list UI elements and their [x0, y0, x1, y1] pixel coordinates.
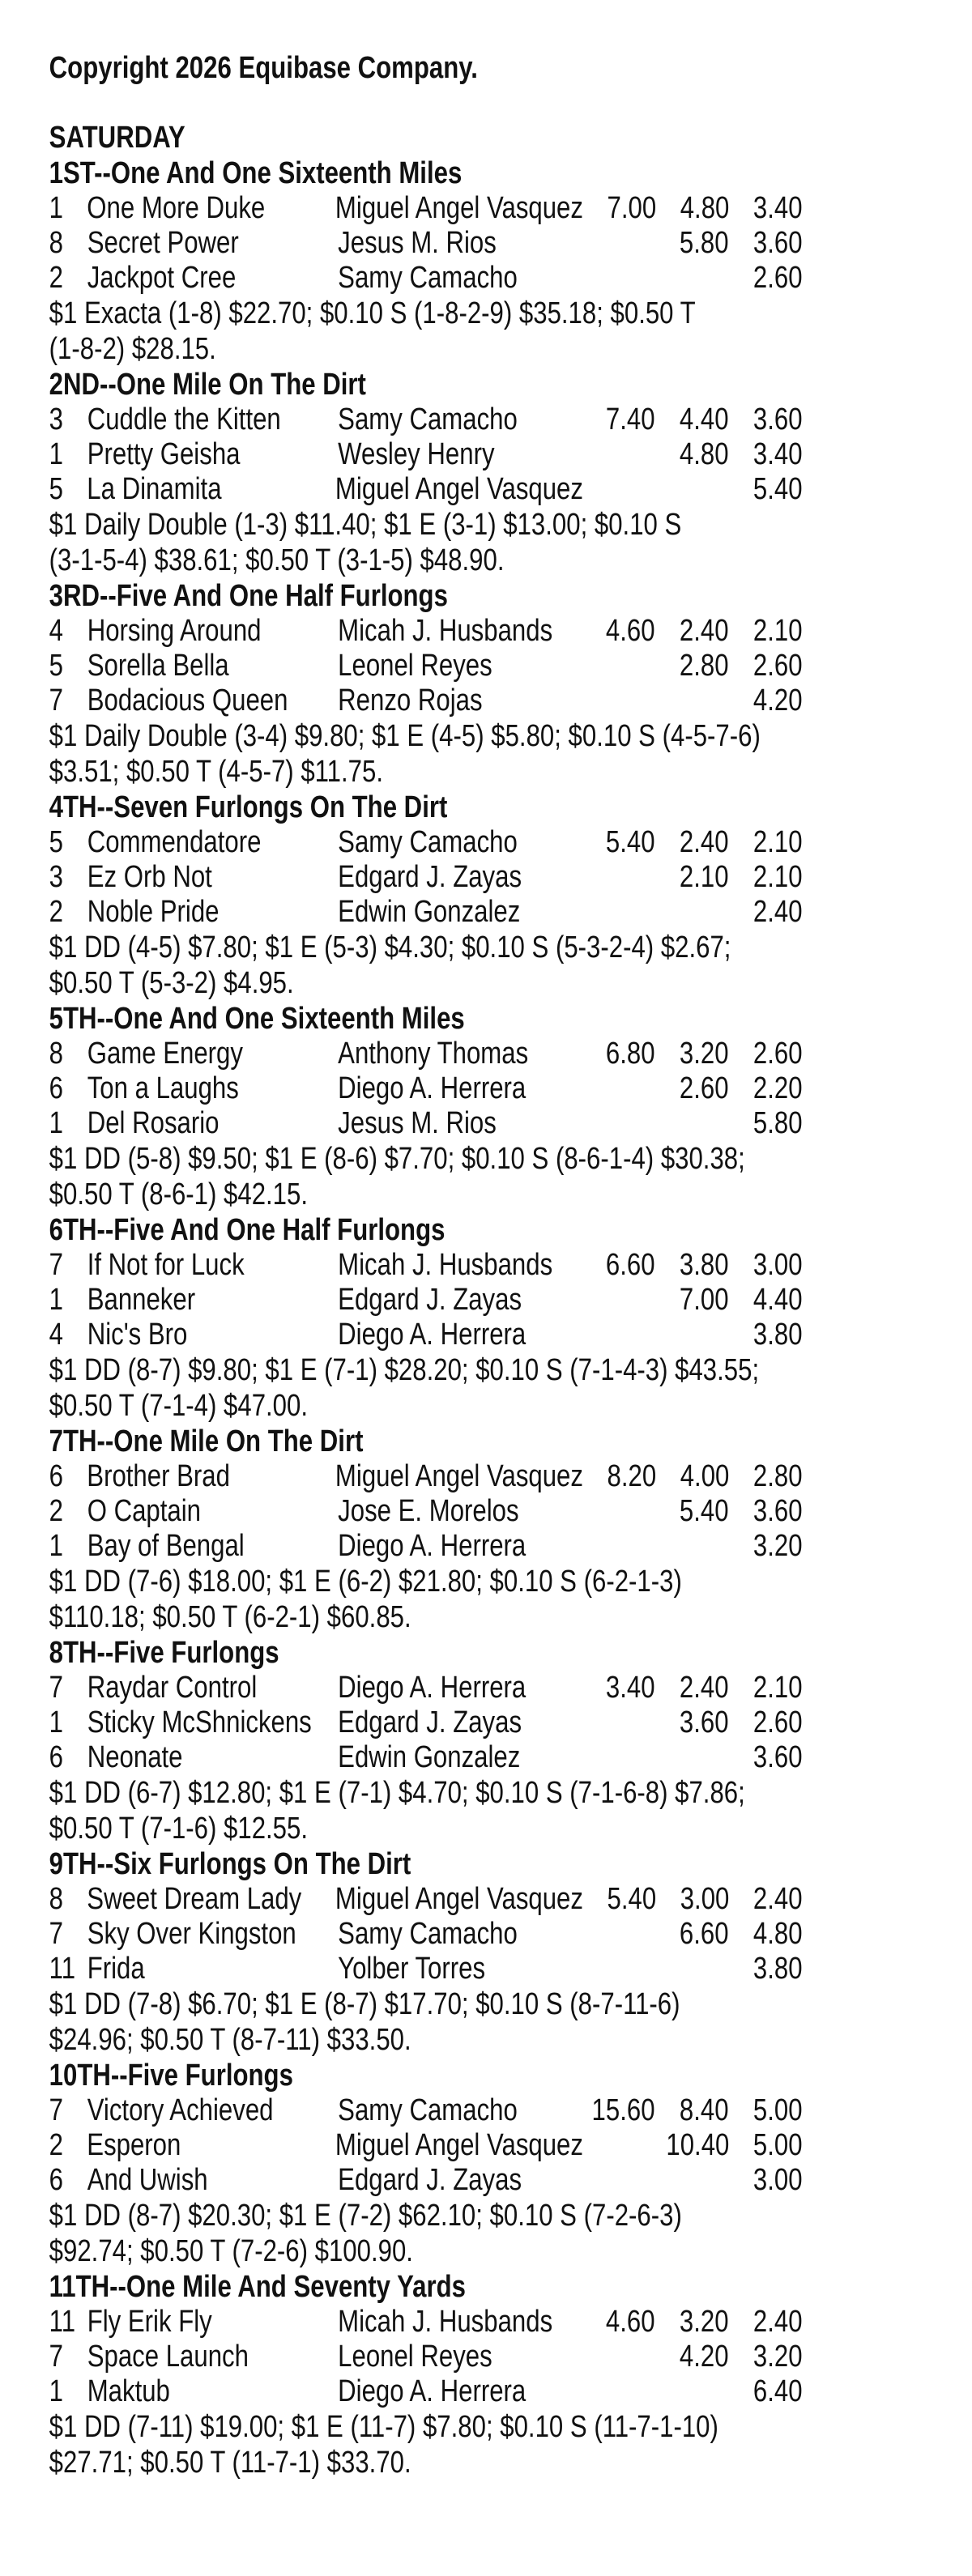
- place-payout: 4.80: [679, 437, 729, 471]
- jockey-name: Miguel Angel Vasquez: [335, 1882, 583, 1916]
- horse-name: Horsing Around: [87, 614, 262, 648]
- jockey-name: Micah J. Husbands: [338, 2305, 553, 2339]
- horse-name: Raydar Control: [87, 1671, 258, 1705]
- race-title: 4TH--Seven Furlongs On The Dirt: [49, 790, 448, 824]
- show-payout: 2.80: [752, 1459, 803, 1493]
- horse-name: Sticky McShnickens: [87, 1705, 312, 1739]
- show-payout: 2.10: [752, 825, 803, 859]
- win-payout: [582, 261, 655, 296]
- place-payout: 2.40: [679, 614, 729, 648]
- horse-name: Jackpot Cree: [87, 261, 237, 295]
- result-row: [49, 1740, 803, 1775]
- jockey-name: Edwin Gonzalez: [338, 1740, 521, 1774]
- place-payout: [655, 683, 729, 718]
- place-payout: [655, 1952, 729, 1986]
- jockey-name: Renzo Rojas: [338, 683, 483, 717]
- jockey-name: Leonel Reyes: [338, 649, 492, 683]
- win-payout: [583, 2128, 656, 2163]
- jockey-name: Diego A. Herrera: [338, 2374, 526, 2408]
- jockey-name: Edgard J. Zayas: [338, 860, 522, 894]
- jockey-name: Jesus M. Rios: [338, 226, 497, 260]
- place-payout: 2.80: [679, 649, 729, 683]
- place-payout: [656, 472, 729, 507]
- result-row: [49, 402, 803, 437]
- race-title: 2ND--One Mile On The Dirt: [49, 368, 366, 402]
- exotic-payouts-line: $1 DD (8-7) $9.80; $1 E (7-1) $28.20; $0.10 S (7-1-4-3) $43.55;: [49, 1353, 760, 1387]
- exotic-payouts-line: $1 DD (6-7) $12.80; $1 E (7-1) $4.70; $0.10 S (7-1-6-8) $7.86;: [49, 1776, 745, 1810]
- post-position: 8: [49, 1037, 64, 1071]
- jockey-name: Edgard J. Zayas: [338, 2163, 522, 2197]
- horse-name: Del Rosario: [87, 1106, 220, 1140]
- race-title: 10TH--Five Furlongs: [49, 2059, 293, 2093]
- show-payout: 3.40: [752, 437, 803, 471]
- post-position: 4: [49, 614, 64, 648]
- horse-name: And Uwish: [87, 2163, 208, 2197]
- race-block: [49, 1635, 803, 1846]
- show-payout: 5.00: [752, 2093, 803, 2127]
- show-payout: 5.40: [752, 472, 803, 506]
- win-payout: [583, 472, 656, 507]
- show-payout: 3.00: [752, 1248, 803, 1282]
- horse-name: Cuddle the Kitten: [87, 402, 281, 436]
- exotic-payouts-line: $1 DD (7-11) $19.00; $1 E (11-7) $7.80; $0.10 S (11-7-1-10): [49, 2410, 718, 2444]
- show-payout: 4.80: [752, 1917, 803, 1951]
- exotic-payouts-line: $1 DD (7-8) $6.70; $1 E (8-7) $17.70; $0.10 S (8-7-11-6): [49, 1987, 680, 2021]
- result-row: [49, 1671, 803, 1705]
- win-payout: 4.60: [605, 614, 655, 648]
- result-row: [49, 1248, 803, 1283]
- show-payout: 2.40: [752, 895, 803, 929]
- place-payout: 3.20: [679, 1037, 729, 1071]
- result-row: [49, 649, 803, 683]
- win-payout: [582, 895, 655, 930]
- result-row: [49, 825, 803, 860]
- win-payout: [582, 649, 655, 683]
- place-payout: [655, 1106, 729, 1141]
- jockey-name: Edgard J. Zayas: [338, 1283, 522, 1317]
- jockey-name: Samy Camacho: [338, 402, 518, 436]
- post-position: 1: [49, 1283, 64, 1317]
- exotic-payouts-line: $1 Daily Double (3-4) $9.80; $1 E (4-5) $5.80; $0.10 S (4-5-7-6): [49, 719, 761, 753]
- post-position: 1: [49, 1705, 64, 1739]
- place-payout: 4.20: [679, 2340, 729, 2374]
- show-payout: 2.60: [752, 1037, 803, 1071]
- exotic-payouts-line: $1 Daily Double (1-3) $11.40; $1 E (3-1) $13.00; $0.10 S: [49, 508, 682, 542]
- result-row: [49, 1529, 803, 1564]
- result-row: [49, 683, 803, 718]
- post-position: 3: [49, 860, 64, 894]
- show-payout: 2.60: [752, 649, 803, 683]
- result-row: [49, 2128, 803, 2163]
- post-position: 2: [49, 2128, 64, 2162]
- exotic-payouts-line: $1 DD (7-6) $18.00; $1 E (6-2) $21.80; $0.10 S (6-2-1-3): [49, 1565, 682, 1599]
- show-payout: 2.10: [752, 860, 803, 894]
- post-position: 5: [49, 649, 64, 683]
- race-block: [49, 578, 803, 790]
- place-payout: 5.40: [679, 1494, 729, 1528]
- result-row: [49, 2305, 803, 2340]
- show-payout: 2.60: [752, 261, 803, 295]
- place-payout: 3.20: [679, 2305, 729, 2339]
- post-position: 7: [49, 2340, 64, 2374]
- result-row: [49, 2340, 803, 2374]
- horse-name: Banneker: [87, 1283, 196, 1317]
- win-payout: [582, 1705, 655, 1740]
- horse-name: If Not for Luck: [87, 1248, 245, 1282]
- place-payout: 5.80: [679, 226, 729, 260]
- result-row: [49, 1318, 803, 1352]
- post-position: 6: [49, 1459, 64, 1493]
- show-payout: 2.10: [752, 614, 803, 648]
- show-payout: 3.20: [752, 1529, 803, 1563]
- race-block: [49, 1846, 803, 2058]
- horse-name: Fly Erik Fly: [87, 2305, 212, 2339]
- result-row: [49, 1882, 803, 1917]
- show-payout: 3.60: [752, 402, 803, 436]
- win-payout: 7.00: [607, 191, 657, 225]
- horse-name: Esperon: [87, 2128, 181, 2162]
- result-row: [49, 191, 803, 226]
- exotic-payouts-line: $1 DD (5-8) $9.50; $1 E (8-6) $7.70; $0.10 S (8-6-1-4) $30.38;: [49, 1142, 745, 1176]
- result-row: [49, 226, 803, 261]
- horse-name: Bay of Bengal: [87, 1529, 245, 1563]
- horse-name: Sorella Bella: [87, 649, 229, 683]
- result-row: [49, 860, 803, 895]
- post-position: 1: [49, 2374, 64, 2408]
- show-payout: 6.40: [752, 2374, 803, 2408]
- horse-name: Ton a Laughs: [87, 1071, 239, 1105]
- place-payout: 3.60: [679, 1705, 729, 1739]
- exotic-payouts-line: (1-8-2) $28.15.: [49, 332, 216, 366]
- jockey-name: Edwin Gonzalez: [338, 895, 521, 929]
- win-payout: 6.80: [605, 1037, 655, 1071]
- exotic-payouts-line: $3.51; $0.50 T (4-5-7) $11.75.: [49, 755, 383, 789]
- win-payout: [582, 1952, 655, 1986]
- win-payout: [582, 2340, 655, 2374]
- exotic-payouts-line: $1 DD (4-5) $7.80; $1 E (5-3) $4.30; $0.10 S (5-3-2-4) $2.67;: [49, 930, 731, 964]
- place-payout: 2.60: [679, 1071, 729, 1105]
- result-row: [49, 437, 803, 472]
- horse-name: Frida: [87, 1952, 145, 1986]
- show-payout: 2.40: [752, 1882, 803, 1916]
- win-payout: 6.60: [605, 1248, 655, 1282]
- result-row: [49, 1106, 803, 1141]
- win-payout: 5.40: [605, 825, 655, 859]
- race-title: 5TH--One And One Sixteenth Miles: [49, 1002, 465, 1036]
- post-position: 6: [49, 1740, 64, 1774]
- place-payout: [655, 895, 729, 930]
- result-row: [49, 2093, 803, 2128]
- race-title: 1ST--One And One Sixteenth Miles: [49, 156, 463, 190]
- horse-name: One More Duke: [87, 191, 266, 225]
- horse-name: La Dinamita: [87, 472, 222, 506]
- post-position: 5: [49, 472, 64, 506]
- race-block: [49, 1001, 803, 1212]
- show-payout: 3.60: [752, 226, 803, 260]
- exotic-payouts-line: $110.18; $0.50 T (6-2-1) $60.85.: [49, 1600, 411, 1634]
- jockey-name: Jose E. Morelos: [338, 1494, 519, 1528]
- jockey-name: Diego A. Herrera: [338, 1071, 526, 1105]
- show-payout: 3.80: [752, 1952, 803, 1986]
- post-position: 8: [49, 226, 64, 260]
- place-payout: 8.40: [679, 2093, 729, 2127]
- win-payout: [582, 683, 655, 718]
- place-payout: 3.00: [680, 1882, 730, 1916]
- post-position: 2: [49, 261, 64, 295]
- show-payout: 5.80: [752, 1106, 803, 1140]
- place-payout: 4.40: [679, 402, 729, 436]
- post-position: 6: [49, 1071, 64, 1105]
- horse-name: O Captain: [87, 1494, 201, 1528]
- place-payout: [655, 1529, 729, 1564]
- post-position: 7: [49, 1248, 64, 1282]
- race-title: 9TH--Six Furlongs On The Dirt: [49, 1847, 411, 1881]
- show-payout: 4.40: [752, 1283, 803, 1317]
- jockey-name: Jesus M. Rios: [338, 1106, 497, 1140]
- jockey-name: Samy Camacho: [338, 2093, 518, 2127]
- post-position: 1: [49, 1106, 64, 1140]
- result-row: [49, 895, 803, 930]
- post-position: 5: [49, 825, 64, 859]
- jockey-name: Samy Camacho: [338, 825, 518, 859]
- horse-name: Pretty Geisha: [87, 437, 241, 471]
- win-payout: 3.40: [605, 1671, 655, 1705]
- win-payout: [582, 1529, 655, 1564]
- jockey-name: Diego A. Herrera: [338, 1671, 526, 1705]
- horse-name: Brother Brad: [87, 1459, 230, 1493]
- place-payout: 3.80: [679, 1248, 729, 1282]
- exotic-payouts-line: $1 DD (8-7) $20.30; $1 E (7-2) $62.10; $0.10 S (7-2-6-3): [49, 2199, 682, 2233]
- horse-name: Bodacious Queen: [87, 683, 288, 717]
- place-payout: [655, 261, 729, 296]
- place-payout: [655, 2163, 729, 2198]
- show-payout: 3.60: [752, 1494, 803, 1528]
- race-block: [49, 2269, 803, 2480]
- place-payout: [655, 1740, 729, 1775]
- post-position: 1: [49, 191, 64, 225]
- jockey-name: Wesley Henry: [338, 437, 495, 471]
- win-payout: [582, 1318, 655, 1352]
- post-position: 7: [49, 2093, 64, 2127]
- post-position: 7: [49, 1917, 64, 1951]
- exotic-payouts-line: $1 Exacta (1-8) $22.70; $0.10 S (1-8-2-9) $35.18; $0.50 T: [49, 296, 696, 330]
- win-payout: 4.60: [605, 2305, 655, 2339]
- result-row: [49, 1037, 803, 1071]
- jockey-name: Micah J. Husbands: [338, 614, 553, 648]
- horse-name: Space Launch: [87, 2340, 249, 2374]
- place-payout: 4.80: [680, 191, 730, 225]
- result-row: [49, 1071, 803, 1106]
- post-position: 1: [49, 437, 64, 471]
- result-row: [49, 261, 803, 296]
- post-position: 2: [49, 895, 64, 929]
- horse-name: Game Energy: [87, 1037, 243, 1071]
- result-row: [49, 1494, 803, 1529]
- place-payout: [655, 1318, 729, 1352]
- result-row: [49, 2163, 803, 2198]
- show-payout: 3.80: [752, 1318, 803, 1352]
- jockey-name: Miguel Angel Vasquez: [335, 1459, 583, 1493]
- jockey-name: Samy Camacho: [338, 261, 518, 295]
- race-block: [49, 1212, 803, 1424]
- horse-name: Maktub: [87, 2374, 170, 2408]
- jockey-name: Diego A. Herrera: [338, 1529, 526, 1563]
- win-payout: 5.40: [607, 1882, 657, 1916]
- place-payout: 7.00: [679, 1283, 729, 1317]
- post-position: 6: [49, 2163, 64, 2197]
- show-payout: 2.10: [752, 1671, 803, 1705]
- exotic-payouts-line: $0.50 T (5-3-2) $4.95.: [49, 966, 294, 1000]
- place-payout: 2.40: [679, 1671, 729, 1705]
- result-row: [49, 1917, 803, 1952]
- day-heading: SATURDAY: [49, 121, 185, 155]
- show-payout: 2.40: [752, 2305, 803, 2339]
- show-payout: 2.60: [752, 1705, 803, 1739]
- jockey-name: Miguel Angel Vasquez: [335, 2128, 583, 2162]
- exotic-payouts-line: $0.50 T (8-6-1) $42.15.: [49, 1177, 309, 1211]
- exotic-payouts-line: $92.74; $0.50 T (7-2-6) $100.90.: [49, 2234, 413, 2268]
- post-position: 11: [49, 1952, 76, 1986]
- race-title: 7TH--One Mile On The Dirt: [49, 1424, 364, 1458]
- post-position: 4: [49, 1318, 64, 1352]
- place-payout: 6.60: [679, 1917, 729, 1951]
- exotic-payouts-line: $27.71; $0.50 T (11-7-1) $33.70.: [49, 2446, 411, 2480]
- race-block: [49, 367, 803, 578]
- win-payout: [582, 1917, 655, 1952]
- race-list: [49, 155, 803, 2480]
- win-payout: 7.40: [605, 402, 655, 436]
- show-payout: 2.20: [752, 1071, 803, 1105]
- jockey-name: Micah J. Husbands: [338, 1248, 553, 1282]
- post-position: 7: [49, 1671, 64, 1705]
- show-payout: 4.20: [752, 683, 803, 717]
- horse-name: Ez Orb Not: [87, 860, 212, 894]
- post-position: 7: [49, 683, 64, 717]
- win-payout: [582, 1283, 655, 1318]
- win-payout: [582, 2374, 655, 2409]
- result-row: [49, 614, 803, 649]
- horse-name: Noble Pride: [87, 895, 220, 929]
- post-position: 2: [49, 1494, 64, 1528]
- result-row: [49, 2374, 803, 2409]
- show-payout: 5.00: [752, 2128, 803, 2162]
- race-title: 3RD--Five And One Half Furlongs: [49, 579, 448, 613]
- exotic-payouts-line: $0.50 T (7-1-6) $12.55.: [49, 1812, 309, 1846]
- show-payout: 3.60: [752, 1740, 803, 1774]
- result-row: [49, 1459, 803, 1494]
- jockey-name: Samy Camacho: [338, 1917, 518, 1951]
- result-row: [49, 472, 803, 507]
- race-block: [49, 155, 803, 367]
- jockey-name: Miguel Angel Vasquez: [335, 472, 583, 506]
- horse-name: Sky Over Kingston: [87, 1917, 296, 1951]
- post-position: 11: [49, 2305, 76, 2339]
- show-payout: 3.00: [752, 2163, 803, 2197]
- win-payout: [582, 2163, 655, 2198]
- result-row: [49, 1952, 803, 1986]
- jockey-name: Miguel Angel Vasquez: [335, 191, 583, 225]
- race-block: [49, 1424, 803, 1635]
- race-block: [49, 2058, 803, 2269]
- race-title: 11TH--One Mile And Seventy Yards: [49, 2270, 466, 2304]
- win-payout: [582, 437, 655, 472]
- horse-name: Sweet Dream Lady: [87, 1882, 302, 1916]
- jockey-name: Diego A. Herrera: [338, 1318, 526, 1352]
- result-row: [49, 1283, 803, 1318]
- horse-name: Commendatore: [87, 825, 262, 859]
- post-position: 1: [49, 1529, 64, 1563]
- race-block: [49, 790, 803, 1001]
- place-payout: 4.00: [680, 1459, 730, 1493]
- race-title: 8TH--Five Furlongs: [49, 1636, 279, 1670]
- exotic-payouts-line: (3-1-5-4) $38.61; $0.50 T (3-1-5) $48.90.: [49, 543, 505, 577]
- horse-name: Victory Achieved: [87, 2093, 274, 2127]
- jockey-name: Edgard J. Zayas: [338, 1705, 522, 1739]
- place-payout: 2.40: [679, 825, 729, 859]
- exotic-payouts-line: $24.96; $0.50 T (8-7-11) $33.50.: [49, 2023, 411, 2057]
- show-payout: 3.40: [752, 191, 803, 225]
- win-payout: [582, 226, 655, 261]
- horse-name: Neonate: [87, 1740, 183, 1774]
- post-position: 3: [49, 402, 64, 436]
- win-payout: 8.20: [607, 1459, 657, 1493]
- show-payout: 3.20: [752, 2340, 803, 2374]
- jockey-name: Anthony Thomas: [338, 1037, 529, 1071]
- copyright-notice: Copyright 2026 Equibase Company.: [49, 51, 478, 85]
- horse-name: Nic's Bro: [87, 1318, 188, 1352]
- win-payout: 15.60: [591, 2093, 655, 2127]
- place-payout: 10.40: [666, 2128, 730, 2162]
- win-payout: [582, 1740, 655, 1775]
- race-title: 6TH--Five And One Half Furlongs: [49, 1213, 446, 1247]
- jockey-name: Leonel Reyes: [338, 2340, 492, 2374]
- exotic-payouts-line: $0.50 T (7-1-4) $47.00.: [49, 1389, 309, 1423]
- win-payout: [582, 1106, 655, 1141]
- place-payout: 2.10: [679, 860, 729, 894]
- horse-name: Secret Power: [87, 226, 239, 260]
- post-position: 8: [49, 1882, 64, 1916]
- win-payout: [582, 1494, 655, 1529]
- win-payout: [582, 860, 655, 895]
- jockey-name: Yolber Torres: [338, 1952, 486, 1986]
- win-payout: [582, 1071, 655, 1106]
- place-payout: [655, 2374, 729, 2409]
- result-row: [49, 1705, 803, 1740]
